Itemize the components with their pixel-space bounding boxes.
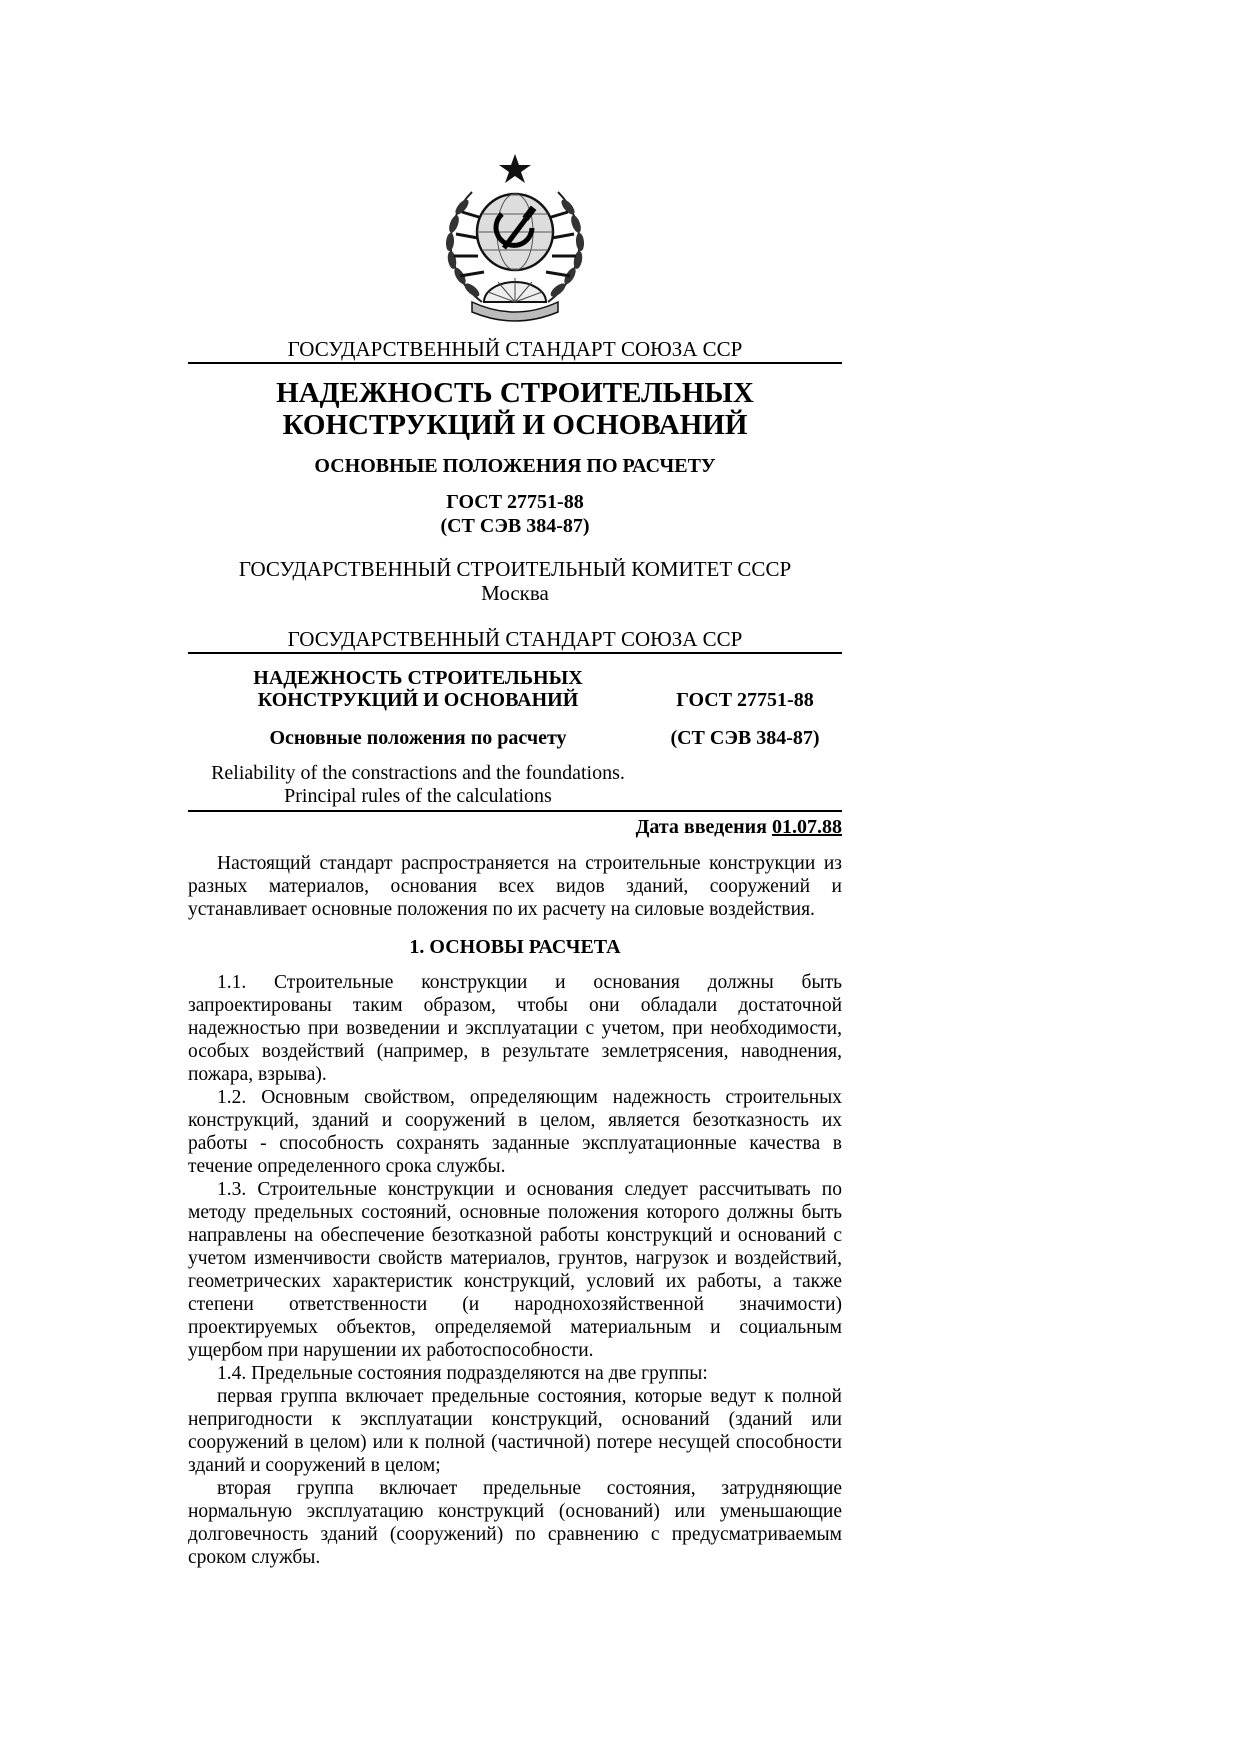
header-title-line2: КОНСТРУКЦИЙ И ОСНОВАНИЙ bbox=[257, 689, 579, 711]
cover-subtitle: ОСНОВНЫЕ ПОЛОЖЕНИЯ ПО РАСЧЕТУ bbox=[314, 455, 716, 477]
body-text bbox=[188, 852, 842, 1569]
cover-standard-header: ГОСУДАРСТВЕННЫЙ СТАНДАРТ СОЮЗА ССР bbox=[287, 337, 743, 361]
paragraph-1-4-first-group: первая группа включает предельные состояния, которые ведут к полной непригодности к эксплуатации конструкций, оснований (зданий или сооружений в целом) или к полной (частичной) потере несущей способности зданий и сооружений в целом; bbox=[188, 1386, 842, 1476]
cover-city: Москва bbox=[481, 581, 549, 605]
header-rule-top bbox=[188, 652, 842, 654]
english-title-line1: Reliability of the constractions and the foundations. bbox=[211, 762, 625, 784]
paragraph-1-4: 1.4. Предельные состояния подразделяются на две группы: bbox=[217, 1363, 708, 1384]
paragraph-1-1: 1.1. Строительные конструкции и основания должны быть запроектированы таким образом, чтобы они обладали достаточной надежностью при возведении и эксплуатации с учетом, при необходимости, особых воздействий (например, в результате землетрясения, наводнения, пожара, взрыва). bbox=[188, 972, 842, 1085]
cover-title-line1: НАДЕЖНОСТЬ СТРОИТЕЛЬНЫХ bbox=[276, 377, 754, 409]
cover-st-sev-number: (СТ СЭВ 384-87) bbox=[440, 515, 590, 537]
header-title-line1: НАДЕЖНОСТЬ СТРОИТЕЛЬНЫХ bbox=[253, 667, 583, 689]
section-title: 1. ОСНОВЫ РАСЧЕТА bbox=[409, 936, 621, 958]
cover-rule bbox=[188, 362, 842, 364]
cover-title-line2: КОНСТРУКЦИЙ И ОСНОВАНИЙ bbox=[282, 409, 748, 441]
paragraph-1-2: 1.2. Основным свойством, определяющим надежность строительных конструкций, зданий и сооружений в целом, является безотказность их работы - способность сохранять заданные эксплуатационные качества в течение определенного срока службы. bbox=[188, 1087, 842, 1177]
intro-paragraph: Настоящий стандарт распространяется на строительные конструкции из разных материалов, основания всех видов зданий, сооружений и устанавливает основные положения по их расчету на силовые воздействия. bbox=[188, 853, 842, 920]
header-gost-number: ГОСТ 27751-88 bbox=[676, 689, 814, 711]
cover-committee: ГОСУДАРСТВЕННЫЙ СТРОИТЕЛЬНЫЙ КОМИТЕТ СССР bbox=[238, 557, 792, 581]
header-subtitle: Основные положения по расчету bbox=[269, 727, 567, 749]
cover-gost-number: ГОСТ 27751-88 bbox=[446, 491, 584, 513]
introduction-date bbox=[188, 815, 842, 839]
paragraph-1-3: 1.3. Строительные конструкции и основания следует рассчитывать по методу предельных состояний, основные положения которого должны быть направлены на обеспечение безотказной работы конструкций и оснований с учетом изменчивости свойств материалов, грунтов, нагрузок и воздействий, геометрических характеристик конструкций, условий их работы, а также степени ответственности (и народнохозяйственной значимости) проектируемых объектов, определяемой материальным и социальным ущербом при нарушении их работоспособности. bbox=[188, 1179, 842, 1361]
standard-header: ГОСУДАРСТВЕННЫЙ СТАНДАРТ СОЮЗА ССР bbox=[287, 627, 743, 651]
header-st-sev-number: (СТ СЭВ 384-87) bbox=[670, 727, 820, 749]
date-label: Дата введения bbox=[635, 816, 767, 838]
english-title-line2: Principal rules of the calculations bbox=[284, 785, 552, 807]
ussr-emblem-icon bbox=[432, 152, 598, 322]
date-value: 01.07.88 bbox=[772, 816, 842, 838]
paragraph-1-4-second-group: вторая группа включает предельные состояния, затрудняющие нормальную эксплуатацию конструкций (оснований) или уменьшающие долговечность зданий (сооружений) по сравнению с предусматриваемым сроком службы. bbox=[188, 1478, 842, 1568]
header-rule-bottom bbox=[188, 810, 842, 812]
